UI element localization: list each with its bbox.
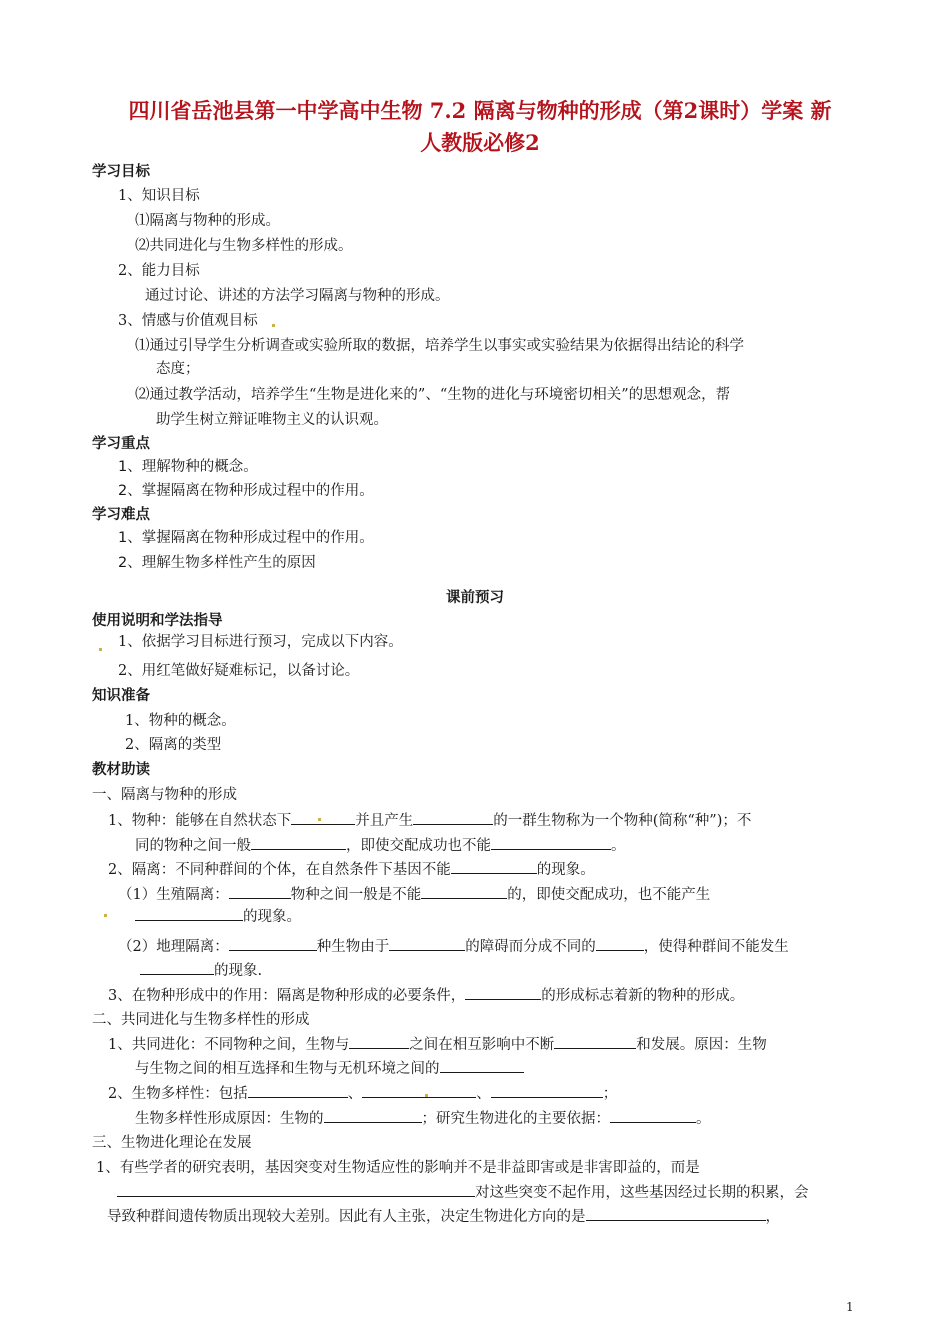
biodiversity-cause-line: [135, 1108, 711, 1129]
geographic-isolation-line2: [140, 960, 262, 981]
reproductive-text-a: （1）生殖隔离：: [118, 887, 229, 903]
blank-field[interactable]: [451, 859, 537, 874]
blank-field[interactable]: [251, 835, 346, 850]
emotion-objective-2a: ⑵通过教学活动，培养学生“生物是进化来的”、“生物的进化与环境密切相关”的思想观念，帮: [135, 387, 731, 403]
theory-line2: [117, 1182, 809, 1203]
geographic-text-c: 的障碍而分成不同的: [465, 939, 596, 955]
blank-field[interactable]: [610, 1108, 696, 1123]
knowledge-objective-title: 1、知识目标: [118, 188, 200, 204]
keypoint-1: 1、理解物种的概念。: [118, 459, 258, 475]
blank-field[interactable]: [465, 985, 541, 1000]
theory-text-d: ，: [765, 1209, 780, 1225]
scan-speck: [104, 914, 107, 917]
objectives-heading: 学习目标: [92, 164, 150, 180]
usage-1: 1、依据学习目标进行预习，完成以下内容。: [118, 634, 403, 650]
coevolution-text-c: 和发展。原因：生物: [636, 1037, 767, 1053]
biodiversity-text-c: 、: [476, 1086, 491, 1102]
coevolution-text-d: 与生物之间的相互选择和生物与无机环境之间的: [135, 1061, 440, 1077]
isolation-role-line: [108, 985, 744, 1006]
species-text-c: 的一群生物称为一个物种(简称“种”)；不: [493, 813, 752, 829]
preview-heading: 课前预习: [446, 590, 504, 606]
reproductive-isolation-line: [118, 884, 710, 905]
coevolution-text-b: 之间在相互影响中不断: [409, 1037, 555, 1053]
species-text-e: ，即使交配成功也不能: [346, 838, 491, 854]
biodiversity-line: [108, 1083, 617, 1104]
textbook-aid-heading: 教材助读: [92, 762, 150, 778]
section3-title: 三、生物进化理论在发展: [92, 1135, 252, 1151]
blank-field[interactable]: [117, 1182, 475, 1197]
document-title-line2: 人教版必修2: [420, 130, 540, 155]
reproductive-text-c: 的，即使交配成功，也不能产生: [507, 887, 711, 903]
blank-field[interactable]: [248, 1083, 348, 1098]
geographic-text-e: 的现象.: [214, 963, 263, 979]
biodiversity-text-b: 、: [347, 1086, 363, 1102]
coevolution-line: [108, 1034, 767, 1055]
section2-title: 二、共同进化与生物多样性的形成: [92, 1012, 310, 1028]
scan-speck: [272, 324, 275, 327]
geographic-isolation-line: [118, 936, 789, 957]
biodiversity-cause-text-b: ；研究生物进化的主要依据：: [421, 1111, 610, 1127]
geographic-text-a: （2）地理隔离：: [118, 939, 229, 955]
emotion-objective-1a: ⑴通过引导学生分析调查或实验所取的数据，培养学生以事实或实验结果为依据得出结论的科学: [135, 338, 744, 354]
section1-title: 一、隔离与物种的形成: [92, 787, 237, 803]
scan-speck: [425, 1094, 428, 1097]
blank-field[interactable]: [586, 1206, 766, 1221]
biodiversity-text-a: 2、生物多样性：包括: [108, 1086, 248, 1102]
blank-field[interactable]: [491, 835, 611, 850]
scan-speck: [318, 818, 321, 821]
prep-heading: 知识准备: [92, 688, 150, 704]
blank-field[interactable]: [554, 1034, 636, 1049]
theory-line3: [107, 1206, 780, 1227]
species-text-d: 同的物种之间一般: [135, 838, 251, 854]
species-text-b: 并且产生: [355, 813, 414, 829]
species-definition-line2: [135, 835, 626, 856]
blank-field[interactable]: [421, 884, 507, 899]
prep-1: 1、物种的概念。: [125, 713, 236, 729]
theory-text-c: 导致种群间遗传物质出现较大差别。因此有人主张，决定生物进化方向的是: [107, 1209, 586, 1225]
emotion-objective-2b: 助学生树立辩证唯物主义的认识观。: [156, 412, 388, 428]
ability-objective-title: 2、能力目标: [118, 263, 200, 279]
blank-field[interactable]: [389, 936, 465, 951]
ability-objective-1: 通过讨论、讲述的方法学习隔离与物种的形成。: [145, 288, 450, 304]
knowledge-objective-1: ⑴隔离与物种的形成。: [135, 213, 280, 229]
blank-field[interactable]: [291, 810, 355, 825]
isolation-text-a: 2、隔离：不同种群间的个体，在自然条件下基因不能: [108, 862, 451, 878]
blank-field[interactable]: [440, 1058, 524, 1073]
difficulty-1: 1、掌握隔离在物种形成过程中的作用。: [118, 530, 374, 546]
emotion-objective-title: 3、情感与价值观目标: [118, 313, 258, 329]
keypoint-2: 2、掌握隔离在物种形成过程中的作用。: [118, 483, 374, 499]
species-definition-line: [108, 810, 751, 831]
blank-field[interactable]: [324, 1108, 422, 1123]
blank-field[interactable]: [349, 1034, 409, 1049]
isolation-text-b: 的现象。: [536, 862, 595, 878]
role-text-a: 3、在物种形成中的作用：隔离是物种形成的必要条件，: [108, 988, 466, 1004]
keypoints-heading: 学习重点: [92, 436, 150, 452]
biodiversity-cause-text-a: 生物多样性形成原因：生物的: [135, 1111, 324, 1127]
role-text-b: 的形成标志着新的物种的形成。: [541, 988, 745, 1004]
blank-field[interactable]: [135, 906, 243, 921]
theory-text-b: 对这些突变不起作用，这些基因经过长期的积累，会: [475, 1185, 809, 1201]
biodiversity-text-d: ；: [602, 1086, 618, 1102]
difficulties-heading: 学习难点: [92, 507, 150, 523]
geographic-text-d: ，使得种群间不能发生: [643, 939, 789, 955]
document-title-line1: 四川省岳池县第一中学高中生物 7.2 隔离与物种的形成（第2课时）学案 新: [128, 98, 832, 123]
usage-2: 2、用红笔做好疑难标记，以备讨论。: [118, 663, 360, 679]
species-text-f: 。: [611, 838, 626, 854]
blank-field[interactable]: [362, 1083, 476, 1098]
biodiversity-cause-text-c: 。: [696, 1111, 711, 1127]
reproductive-isolation-line2: [135, 906, 301, 927]
species-text-a: 1、物种：能够在自然状态下: [108, 813, 292, 829]
blank-field[interactable]: [140, 960, 214, 975]
scan-speck: [99, 648, 102, 651]
coevolution-text-a: 1、共同进化：不同物种之间，生物与: [108, 1037, 350, 1053]
prep-2: 2、隔离的类型: [125, 737, 222, 753]
page-number: 1: [846, 1300, 854, 1314]
knowledge-objective-2: ⑵共同进化与生物多样性的形成。: [135, 238, 353, 254]
coevolution-line2: [135, 1058, 524, 1079]
blank-field[interactable]: [229, 884, 291, 899]
isolation-definition-line: [108, 859, 595, 880]
blank-field[interactable]: [229, 936, 317, 951]
usage-heading: 使用说明和学法指导: [92, 613, 223, 629]
blank-field[interactable]: [413, 810, 493, 825]
difficulty-2: 2、理解生物多样性产生的原因: [118, 555, 316, 571]
emotion-objective-1b: 态度；: [156, 361, 200, 377]
geographic-text-b: 种生物由于: [316, 939, 390, 955]
blank-field[interactable]: [491, 1083, 603, 1098]
reproductive-text-b: 物种之间一般是不能: [290, 887, 422, 903]
blank-field[interactable]: [596, 936, 644, 951]
reproductive-text-d: 的现象。: [243, 909, 301, 925]
theory-line1: 1、有些学者的研究表明，基因突变对生物适应性的影响并不是非益即害或是非害即益的，而是: [96, 1160, 700, 1176]
